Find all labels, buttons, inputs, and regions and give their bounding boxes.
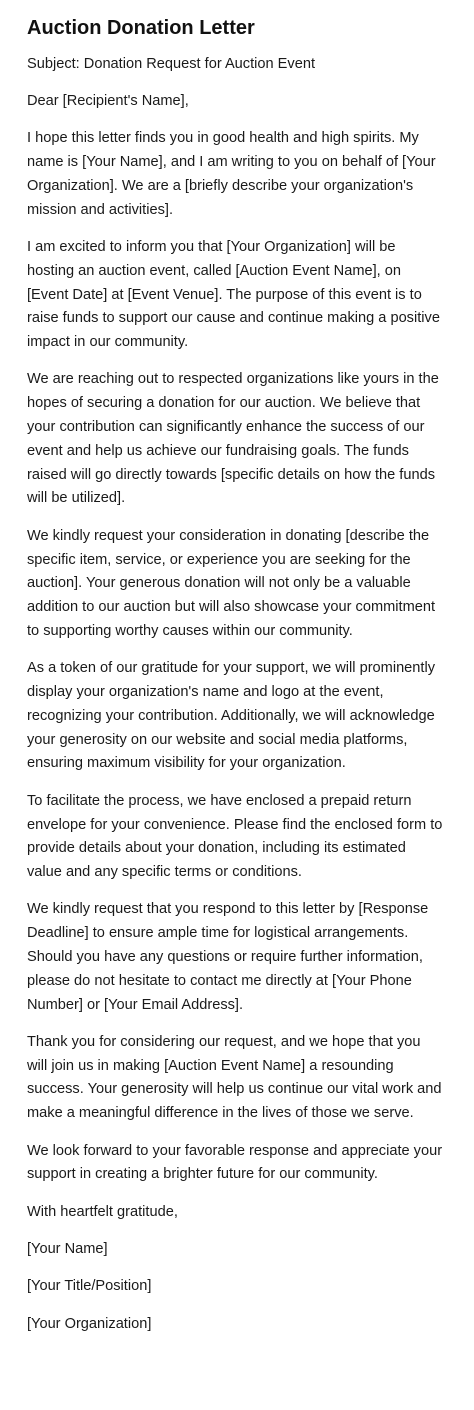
body-paragraph-6: To facilitate the process, we have enclosed a prepaid return envelope for your convenience. Please find the enclosed form to provide details about your donation, including its estimated value and any specific terms or conditions. <box>27 792 443 881</box>
body-paragraph-3: We are reaching out to respected organizations like yours in the hopes of securing a donation for our auction. We believe that your contribution can significantly enhance the success of our event and help us achieve our fundraising goals. The funds raised will go directly towards [specific details on how the funds will be utilized]. <box>27 371 439 507</box>
signature-name: [Your Name] <box>27 1240 108 1257</box>
document-title: Auction Donation Letter <box>27 17 255 39</box>
subject-line: Subject: Donation Request for Auction Event <box>27 56 315 72</box>
closing-line: With heartfelt gratitude, <box>27 1203 178 1220</box>
body-paragraph-1: I hope this letter finds you in good health and high spirits. My name is [Your Name], and I am writing to you on behalf of [Your Organization]. We are a [briefly describe your organization's mission and activities]. <box>27 130 436 218</box>
salutation: Dear [Recipient's Name], <box>27 93 189 109</box>
signature-organization: [Your Organization] <box>27 1315 152 1332</box>
body-paragraph-2: I am excited to inform you that [Your Organization] will be hosting an auction event, called [Auction Event Name], on [Event Date] at [Event Venue]. The purpose of this event is to raise funds to support our cause and continue making a positive impact in our community. <box>27 238 440 351</box>
body-paragraph-9: We look forward to your favorable response and appreciate your support in creating a brighter future for our community. <box>27 1142 443 1183</box>
signature-title: [Your Title/Position] <box>27 1278 152 1295</box>
body-paragraph-7: We kindly request that you respond to this letter by [Response Deadline] to ensure ample time for logistical arrangements. Should you have any questions or require further information, please do not hesitate to contact me directly at [Your Phone Number] or [Your Email Address]. <box>27 901 429 1013</box>
body-paragraph-5: As a token of our gratitude for your support, we will prominently display your organization's name and logo at the event, recognizing your contribution. Additionally, we will acknowledge your generosity on our website and social media platforms, ensuring maximum visibility for your organization. <box>27 660 436 772</box>
body-paragraph-4: We kindly request your consideration in donating [describe the specific item, service, or experience you are seeking for the auction]. Your generous donation will not only be a valuable addition to our auction but will also showcase your commitment to supporting worthy causes within our community. <box>27 527 436 639</box>
body-paragraph-8: Thank you for considering our request, and we hope that you will join us in making [Auction Event Name] a resounding success. Your generosity will help us continue our vital work and make a meaningful difference in the lives of those we serve. <box>27 1033 442 1122</box>
